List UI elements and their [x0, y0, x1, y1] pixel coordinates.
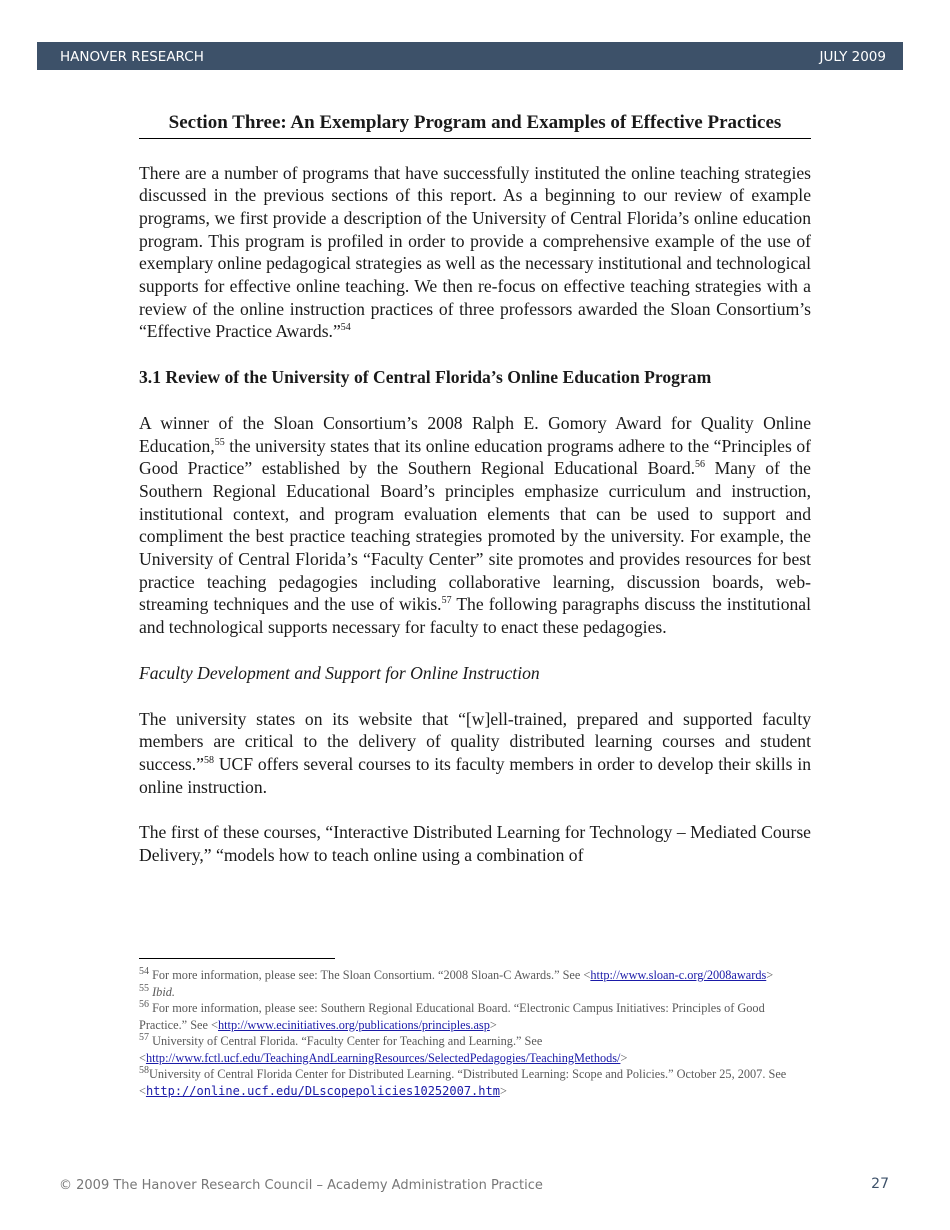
- footnote-text: For more information, please see: The Sloan Consortium. “2008 Sloan-C Awards.” See <: [149, 968, 591, 982]
- footnote-link[interactable]: http://www.sloan-c.org/2008awards: [590, 968, 767, 982]
- courses-paragraph: The first of these courses, “Interactive Distributed Learning for Technology – Mediated Course Delivery,” “models how to teach online using a combination of: [139, 822, 811, 866]
- footnote-close: >: [620, 1050, 628, 1065]
- header-organization: HANOVER RESEARCH: [60, 49, 204, 65]
- review-text-c: Many of the Southern Regional Educational Board’s principles emphasize curriculum and instruction, institutional context, and program evaluation elements that can be used to support and compliment the best practice teaching strategies promoted by the university. For example, the University of Central Florida’s “Faculty Center” site promotes and provides resources for best practice teaching pedagogies including collaborative learning, discussion boards, web-streaming techniques and the use of wikis.: [139, 458, 811, 615]
- faculty-text-a: The university states on its website that “[w]ell-trained, prepared and supported faculty members are critical to the delivery of quality distributed learning courses and student success.”: [139, 708, 811, 774]
- review-text-d: The following paragraphs discuss the institutional and technological supports necessary for faculty to enact these pedagogies.: [139, 594, 811, 638]
- footnote-56: [139, 1000, 811, 1033]
- footnote-number: 58: [139, 1064, 149, 1076]
- footnote-link[interactable]: http://www.fctl.ucf.edu/TeachingAndLearningResources/SelectedPedagogies/TeachingMethods/: [145, 1050, 621, 1065]
- intro-text: There are a number of programs that have successfully instituted the online teaching strategies discussed in the previous sections of this report. As a beginning to our review of example programs, we first provide a description of the University of Central Florida’s online education program. This program is profiled in order to provide a comprehensive example of the use of exemplary online pedagogical strategies as well as the necessary institutional and technological supports for effective online teaching. We then re-focus on effective teaching strategies with a review of the online instruction practices of three professors awarded the Sloan Consortium’s “Effective Practice Awards.”: [139, 162, 811, 342]
- faculty-paragraph: [139, 708, 811, 799]
- footnote-number: 55: [139, 982, 149, 994]
- footnote-text: For more information, please see: Southern Regional Educational Board. “Electronic Campus Initiatives: Principles of Good Practice.” See <: [139, 1001, 765, 1032]
- section-title: Section Three: An Exemplary Program and Examples of Effective Practices: [139, 111, 811, 139]
- header-date: JULY 2009: [819, 49, 886, 65]
- footnote-text: University of Central Florida. “Faculty Center for Teaching and Learning.” See <: [139, 1034, 543, 1065]
- footnote-number: 54: [139, 965, 149, 977]
- footnote-58: [139, 1066, 811, 1099]
- footnote-close: >: [489, 1017, 497, 1032]
- footnote-divider: [139, 958, 335, 959]
- footnote-link[interactable]: http://www.ecinitiatives.org/publications/principles.asp: [217, 1017, 490, 1032]
- review-text-a: A winner of the Sloan Consortium’s 2008 Ralph E. Gomory Award for Quality Online Education,: [139, 412, 811, 456]
- footnote-text: University of Central Florida Center for Distributed Learning. “Distributed Learning: Scope and Policies.” October 25, 2007. See <: [139, 1067, 787, 1098]
- footnote-number: 57: [139, 1031, 149, 1043]
- footnote-55: [139, 984, 811, 1001]
- footnote-ref-58[interactable]: 58: [203, 755, 214, 767]
- footnote-ref-56[interactable]: 56: [695, 459, 706, 471]
- footnote-number: 56: [139, 998, 149, 1010]
- footnote-ref-57[interactable]: 57: [441, 595, 452, 607]
- review-paragraph: [139, 412, 811, 639]
- footnote-ref-55[interactable]: 55: [214, 436, 225, 448]
- footnote-close: >: [499, 1083, 507, 1098]
- footer-copyright: © 2009 The Hanover Research Council – Academy Administration Practice: [59, 1178, 543, 1193]
- page-header: [37, 42, 903, 70]
- intro-paragraph: [139, 162, 811, 344]
- footnote-57: [139, 1033, 811, 1066]
- footnote-close: >: [766, 968, 774, 982]
- footnote-ref-54[interactable]: 54: [340, 322, 351, 334]
- faculty-text-b: UCF offers several courses to its faculty members in order to develop their skills in online instruction.: [139, 753, 811, 797]
- document-body: [139, 111, 811, 867]
- page-number: 27: [871, 1176, 889, 1192]
- footnote-54: [139, 967, 811, 984]
- footnotes: [139, 958, 811, 1099]
- subsection-heading: 3.1 Review of the University of Central Florida’s Online Education Program: [139, 367, 712, 388]
- faculty-heading: Faculty Development and Support for Online Instruction: [139, 662, 540, 683]
- review-text-b: the university states that its online education programs adhere to the “Principles of Good Practice” established by the Southern Regional Educational Board.: [139, 435, 811, 479]
- footnote-text: Ibid.: [149, 984, 175, 999]
- footnote-link[interactable]: http://online.ucf.edu/DLscopepolicies10252007.htm: [145, 1083, 500, 1098]
